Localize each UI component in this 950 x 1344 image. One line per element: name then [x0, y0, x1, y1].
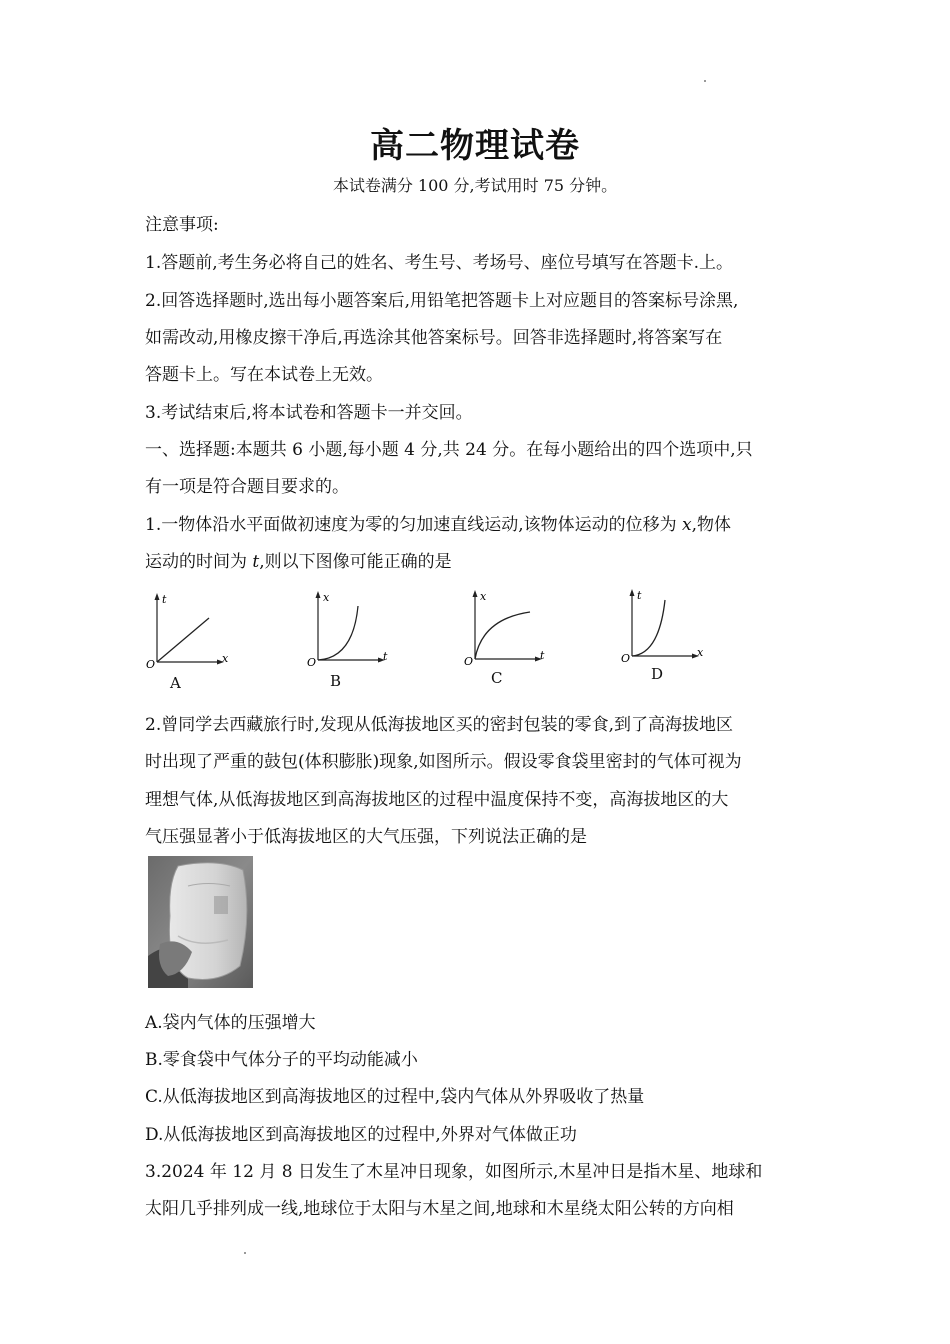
graph-c-curve	[475, 612, 530, 659]
graph-c	[460, 587, 560, 667]
q2-option-c: C.从低海拔地区到高海拔地区的过程中,袋内气体从外界吸收了热量	[145, 1087, 645, 1107]
q1-var-t: t	[252, 552, 260, 572]
graph-c-label: C	[491, 669, 503, 687]
graph-d-y-axis-label: t	[637, 589, 642, 602]
question-2-line-4: 气压强显著小于低海拔地区的大气压强，下列说法正确的是	[145, 827, 587, 847]
graph-a-origin: O	[146, 658, 156, 670]
section-1-line-2: 有一项是符合题目要求的。	[145, 477, 349, 497]
graph-d-origin: O	[621, 652, 631, 665]
question-3-line-2: 太阳几乎排列成一线,地球位于太阳与木星之间,地球和木星绕太阳公转的方向相	[145, 1199, 734, 1219]
graph-d-label: D	[651, 665, 664, 683]
section-1-line-1: 一、选择题:本题共 6 小题,每小题 4 分,共 24 分。在每小题给出的四个选项中,只	[145, 440, 753, 460]
q2-option-d: D.从低海拔地区到高海拔地区的过程中,外界对气体做正功	[145, 1125, 577, 1145]
scan-speck	[704, 80, 706, 82]
note-3: 3.考试结束后,将本试卷和答题卡一并交回。	[145, 403, 473, 423]
graph-a	[142, 590, 242, 670]
graph-b	[303, 588, 403, 668]
graph-c-x-axis-label: t	[540, 649, 545, 662]
graph-b-curve	[318, 606, 358, 660]
scan-speck	[244, 1252, 246, 1254]
note-1: 1.答题前,考生务必将自己的姓名、考生号、考场号、座位号填写在答题卡.上。	[145, 253, 734, 273]
q1-text: 1.一物体沿水平面做初速度为零的匀加速直线运动,该物体运动的位移为	[145, 515, 683, 535]
page-title: 高二物理试卷	[370, 126, 580, 166]
graph-a-curve	[157, 618, 209, 662]
q2-option-b: B.零食袋中气体分子的平均动能减小	[145, 1050, 418, 1070]
graph-b-origin: O	[307, 656, 317, 668]
graph-d-curve	[632, 600, 665, 656]
graph-b-label: B	[330, 672, 342, 690]
exam-info: 本试卷满分 100 分,考试用时 75 分钟。	[332, 176, 618, 195]
graph-a-x-axis-label: x	[222, 652, 229, 665]
note-2-line-2: 如需改动,用橡皮擦干净后,再选涂其他答案标号。回答非选择题时,将答案写在	[145, 328, 723, 348]
graph-c-y-axis-label: x	[480, 590, 487, 603]
q2-option-a: A.袋内气体的压强增大	[145, 1013, 316, 1033]
question-1-line-1	[145, 510, 731, 535]
snack-bag-photo	[148, 856, 253, 988]
question-3-line-1: 3.2024 年 12 月 8 日发生了木星冲日现象，如图所示,木星冲日是指木星、地球和	[145, 1162, 763, 1182]
q1-text: 运动的时间为	[145, 552, 253, 572]
graph-b-x-axis-label: t	[383, 650, 388, 663]
graph-b-y-axis-label: x	[323, 591, 330, 604]
q1-text: ,物体	[691, 515, 732, 535]
question-2-line-1: 2.曾同学去西藏旅行时,发现从低海拔地区买的密封包装的零食,到了高海拔地区	[145, 715, 734, 735]
q1-text: ,则以下图像可能正确的是	[259, 552, 452, 572]
question-1-line-2	[145, 547, 452, 572]
q1-var-x: x	[682, 515, 692, 535]
graph-c-origin: O	[464, 655, 474, 667]
graph-d-x-axis-label: x	[697, 646, 704, 659]
question-2-line-3: 理想气体,从低海拔地区到高海拔地区的过程中温度保持不变，高海拔地区的大	[145, 790, 729, 810]
note-2-line-1: 2.回答选择题时,选出每小题答案后,用铅笔把答题卡上对应题目的答案标号涂黑,	[145, 291, 739, 311]
question-2-line-2: 时出现了严重的鼓包(体积膨胀)现象,如图所示。假设零食袋里密封的气体可视为	[145, 752, 742, 772]
note-2-line-3: 答题卡上。写在本试卷上无效。	[145, 365, 383, 385]
graph-a-label: A	[170, 674, 181, 692]
graph-d	[617, 586, 717, 666]
notes-heading: 注意事项:	[145, 215, 219, 235]
graph-a-y-axis-label: t	[162, 593, 167, 606]
